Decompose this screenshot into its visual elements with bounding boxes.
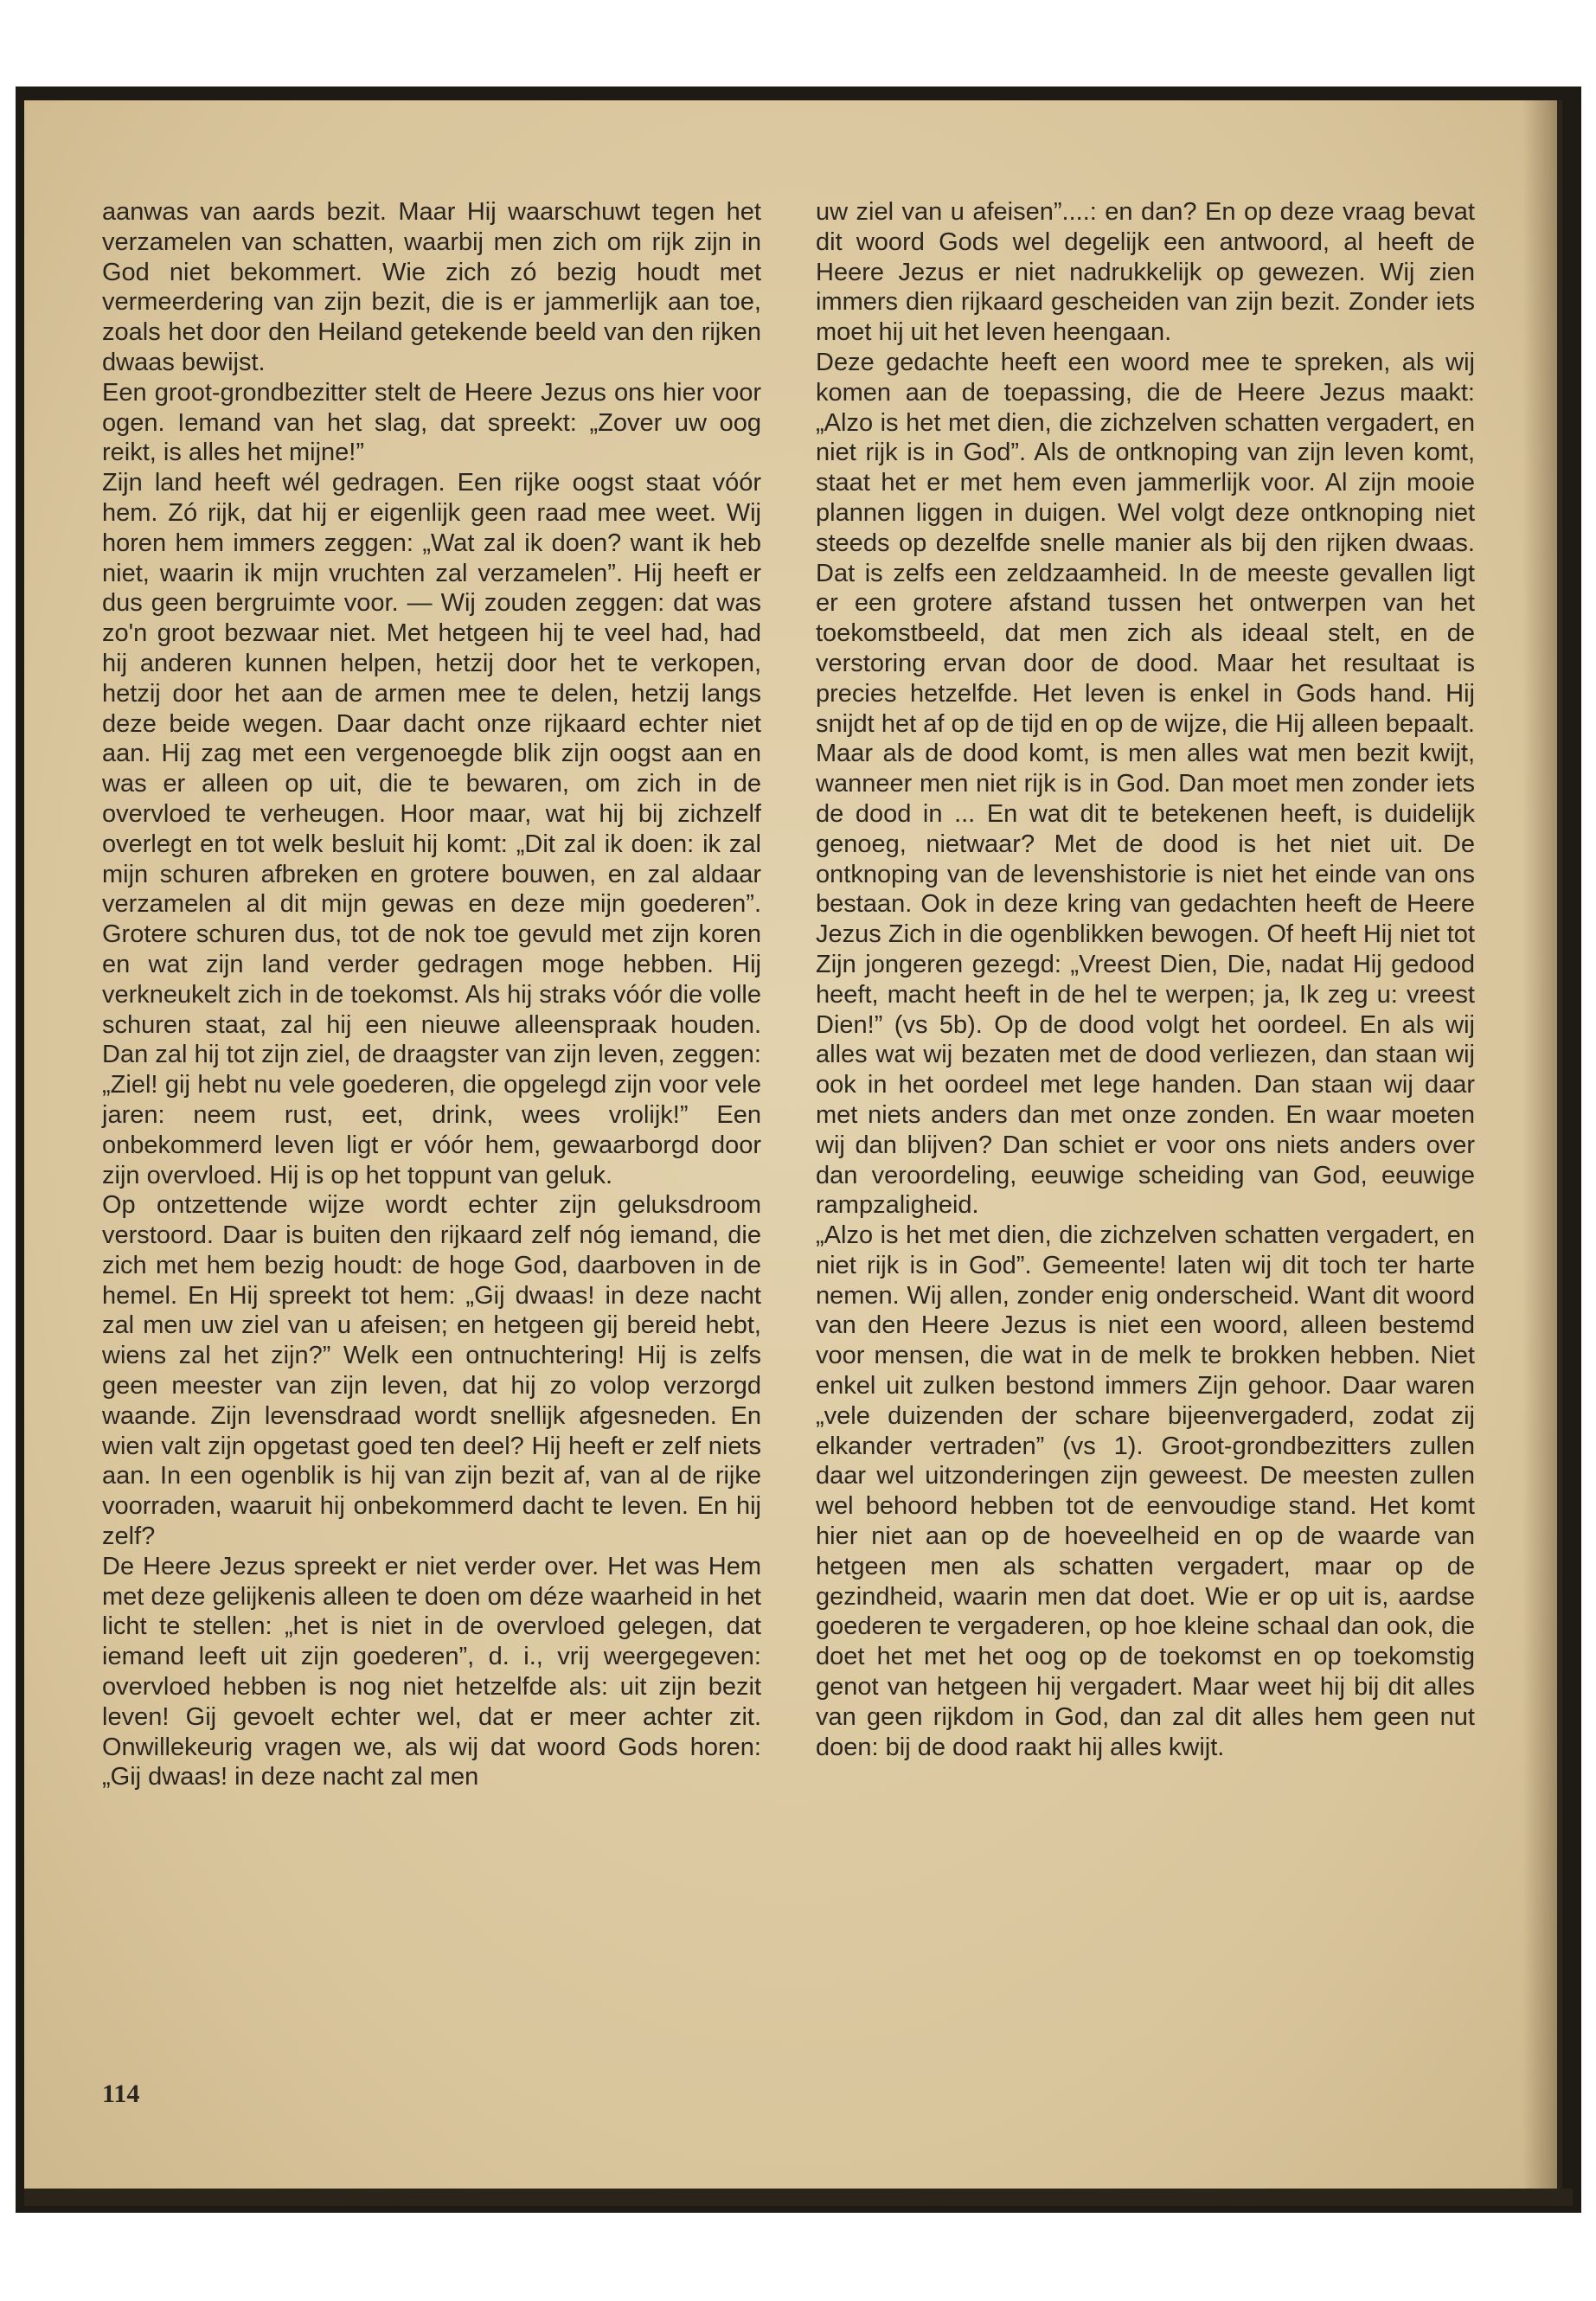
left-paragraph-3: Zijn land heeft wél gedragen. Een rijke oogst staat vóór hem. Zó rijk, dat hij er eigenlijk geen raad mee weet. Wij horen hem immers zeggen: „Wat zal ik doen? want ik heb niet, waarin ik mijn vruchten zal verzamelen”. Hij heeft er dus geen bergruimte voor. — Wij zouden zeggen: dat was zo'n groot bezwaar niet. Met hetgeen hij te veel had, had hij anderen kunnen helpen, hetzij door het te verkopen, hetzij door het aan de armen mee te delen, hetzij langs deze beide wegen. Daar dacht onze rijkaard echter niet aan. Hij zag met een vergenoegde blik zijn oogst aan en was er alleen op uit, die te bewaren, om zich in de overvloed te verheugen. Hoor maar, wat hij bij zichzelf overlegt en tot welk besluit hij komt: „Dit zal ik doen: ik zal mijn schuren afbreken en grotere bouwen, en zal aldaar verzamelen al dit mijn gewas en deze mijn goederen”. Grotere schuren dus, tot de nok toe gevuld met zijn koren en wat zijn land verder gedragen moge hebben. Hij verkneukelt zich in de toekomst. Als hij straks vóór die volle schuren staat, zal hij een nieuwe alleenspraak houden. Dan zal hij tot zijn ziel, de draagster van zijn leven, zeggen: „Ziel! gij hebt nu vele goederen, die opgelegd zijn voor vele jaren: neem rust, eet, drink, wees vrolijk!” Een onbekommerd leven ligt er vóór hem, gewaarborgd door zijn overvloed. Hij is op het toppunt van geluk. — [102, 469, 761, 1189]
left-paragraph-5: De Heere Jezus spreekt er niet verder over. Het was Hem met deze gelijkenis alleen te doen om déze waarheid in het licht te stellen: „het is niet in de overvloed gelegen, dat iemand leeft uit zijn goederen”, d. i., vrij weergegeven: overvloed hebben is nog niet hetzelfde als: uit zijn bezit leven! Gij gevoelt echter wel, dat er meer achter zit. Onwillekeurig vragen we, als wij dat woord Gods horen: „Gij dwaas! in deze nacht zal men — [102, 1552, 761, 1791]
page-bottom-edge — [24, 2189, 1573, 2206]
page-gutter-shadow — [1522, 100, 1557, 2202]
right-paragraph-1: uw ziel van u afeisen”....: en dan? En op deze vraag bevat dit woord Gods wel degelijk een antwoord, al heeft de Heere Jezus er niet nadrukkelijk op gewezen. Wij zien immers dien rijkaard gescheiden van zijn bezit. Zonder iets moet hij uit het leven heengaan. — [816, 198, 1475, 347]
page-number: 114 — [102, 2080, 140, 2108]
left-paragraph-2: Een groot-grondbezitter stelt de Heere Jezus ons hier voor ogen. Iemand van het slag, dat spreekt: „Zover uw oog reikt, is alles het mijne!” — [102, 378, 761, 467]
right-column — [816, 197, 1475, 1762]
left-paragraph-4: Op ontzettende wijze wordt echter zijn geluksdroom verstoord. Daar is buiten den rijkaard zelf nóg iemand, die zich met hem bezig houdt: de hoge God, daarboven in de hemel. En Hij spreekt tot hem: „Gij dwaas! in deze nacht zal men uw ziel van u afeisen; en hetgeen gij bereid hebt, wiens zal het zijn?” Welk een ontnuchtering! Hij is zelfs geen meester van zijn leven, dat hij zo volop verzorgd waande. Zijn levensdraad wordt snellijk afgesneden. En wien valt zijn opgetast goed ten deel? Hij heeft er zelf niets aan. In een ogenblik is hij van zijn bezit af, van al de rijke voorraden, waaruit hij onbekommerd dacht te leven. En hij zelf? — [102, 1191, 761, 1551]
left-column — [102, 197, 761, 1792]
right-paragraph-3: „Alzo is het met dien, die zichzelven schatten vergadert, en niet rijk is in God”. Gemeente! laten wij dit toch ter harte nemen. Wij allen, zonder enig onderscheid. Want dit woord van den Heere Jezus is niet een woord, alleen bestemd voor mensen, die wat in de melk te brokken hebben. Niet enkel uit zulken bestond immers Zijn gehoor. Daar waren „vele duizenden der schare bijeenvergaderd, zodat zij elkander vertraden” (vs 1). Groot-grondbezitters zullen daar wel uitzonderingen zijn geweest. De meesten zullen wel behoord hebben tot de eenvoudige stand. Het komt hier niet aan op de hoeveelheid en op de waarde van hetgeen men als schatten vergadert, maar op de gezindheid, waarin men dat doet. Wie er op uit is, aardse goederen te vergaderen, op hoe kleine schaal dan ook, die doet het met het oog op de toekomst en op toekomstig genot van hetgeen hij vergadert. Maar weet hij bij dit alles van geen rijkdom in God, dan zal dit alles hem geen nut doen: bij de dood raakt hij alles kwijt. — [816, 1221, 1475, 1761]
right-paragraph-2: Deze gedachte heeft een woord mee te spreken, als wij komen aan de toepassing, die de Heere Jezus maakt: „Alzo is het met dien, die zichzelven schatten vergadert, en niet rijk is in God”. Als de ontknoping van zijn leven komt, staat het er met hem even jammerlijk voor. Al zijn mooie plannen liggen in duigen. Wel volgt deze ontknoping niet steeds op dezelfde snelle manier als bij den rijken dwaas. Dat is zelfs een zeldzaamheid. In de meeste gevallen ligt er een grotere afstand tussen het ontwerpen van het toekomstbeeld, dat men zich als ideaal stelt, en de verstoring ervan door de dood. Maar het resultaat is precies hetzelfde. Het leven is enkel in Gods hand. Hij snijdt het af op de tijd en op de wijze, die Hij alleen bepaalt. Maar als de dood komt, is men alles wat men bezit kwijt, wanneer men niet rijk is in God. Dan moet men zonder iets de dood in ... En wat dit te betekenen heeft, is duidelijk genoeg, nietwaar? Met de dood is het niet uit. De ontknoping van de levenshistorie is niet het einde van ons bestaan. Ook in deze kring van gedachten heeft de Heere Jezus Zich in die ogenblikken bewogen. Of heeft Hij niet tot Zijn jongeren gezegd: „Vreest Dien, Die, nadat Hij gedood heeft, macht heeft in de hel te werpen; ja, Ik zeg u: vreest Dien!” (vs 5b). Op de dood volgt het oordeel. En als wij alles wat wij bezaten met de dood verliezen, dan staan wij ook in het oordeel met lege handen. Dan staan wij daar met niets anders dan met onze zonden. En waar moeten wij dan blijven? Dan schiet er voor ons niets anders over dan veroordeling, eeuwige scheiding van God, eeuwige rampzaligheid. — [816, 348, 1475, 1220]
left-paragraph-1: aanwas van aards bezit. Maar Hij waarschuwt tegen het verzamelen van schatten, waarbij men zich om rijk zijn in God niet bekommert. Wie zich zó bezig houdt met vermeerdering van zijn bezit, die is er jammerlijk aan toe, zoals het door den Heiland getekende beeld van den rijken dwaas bewijst. — [102, 198, 761, 376]
